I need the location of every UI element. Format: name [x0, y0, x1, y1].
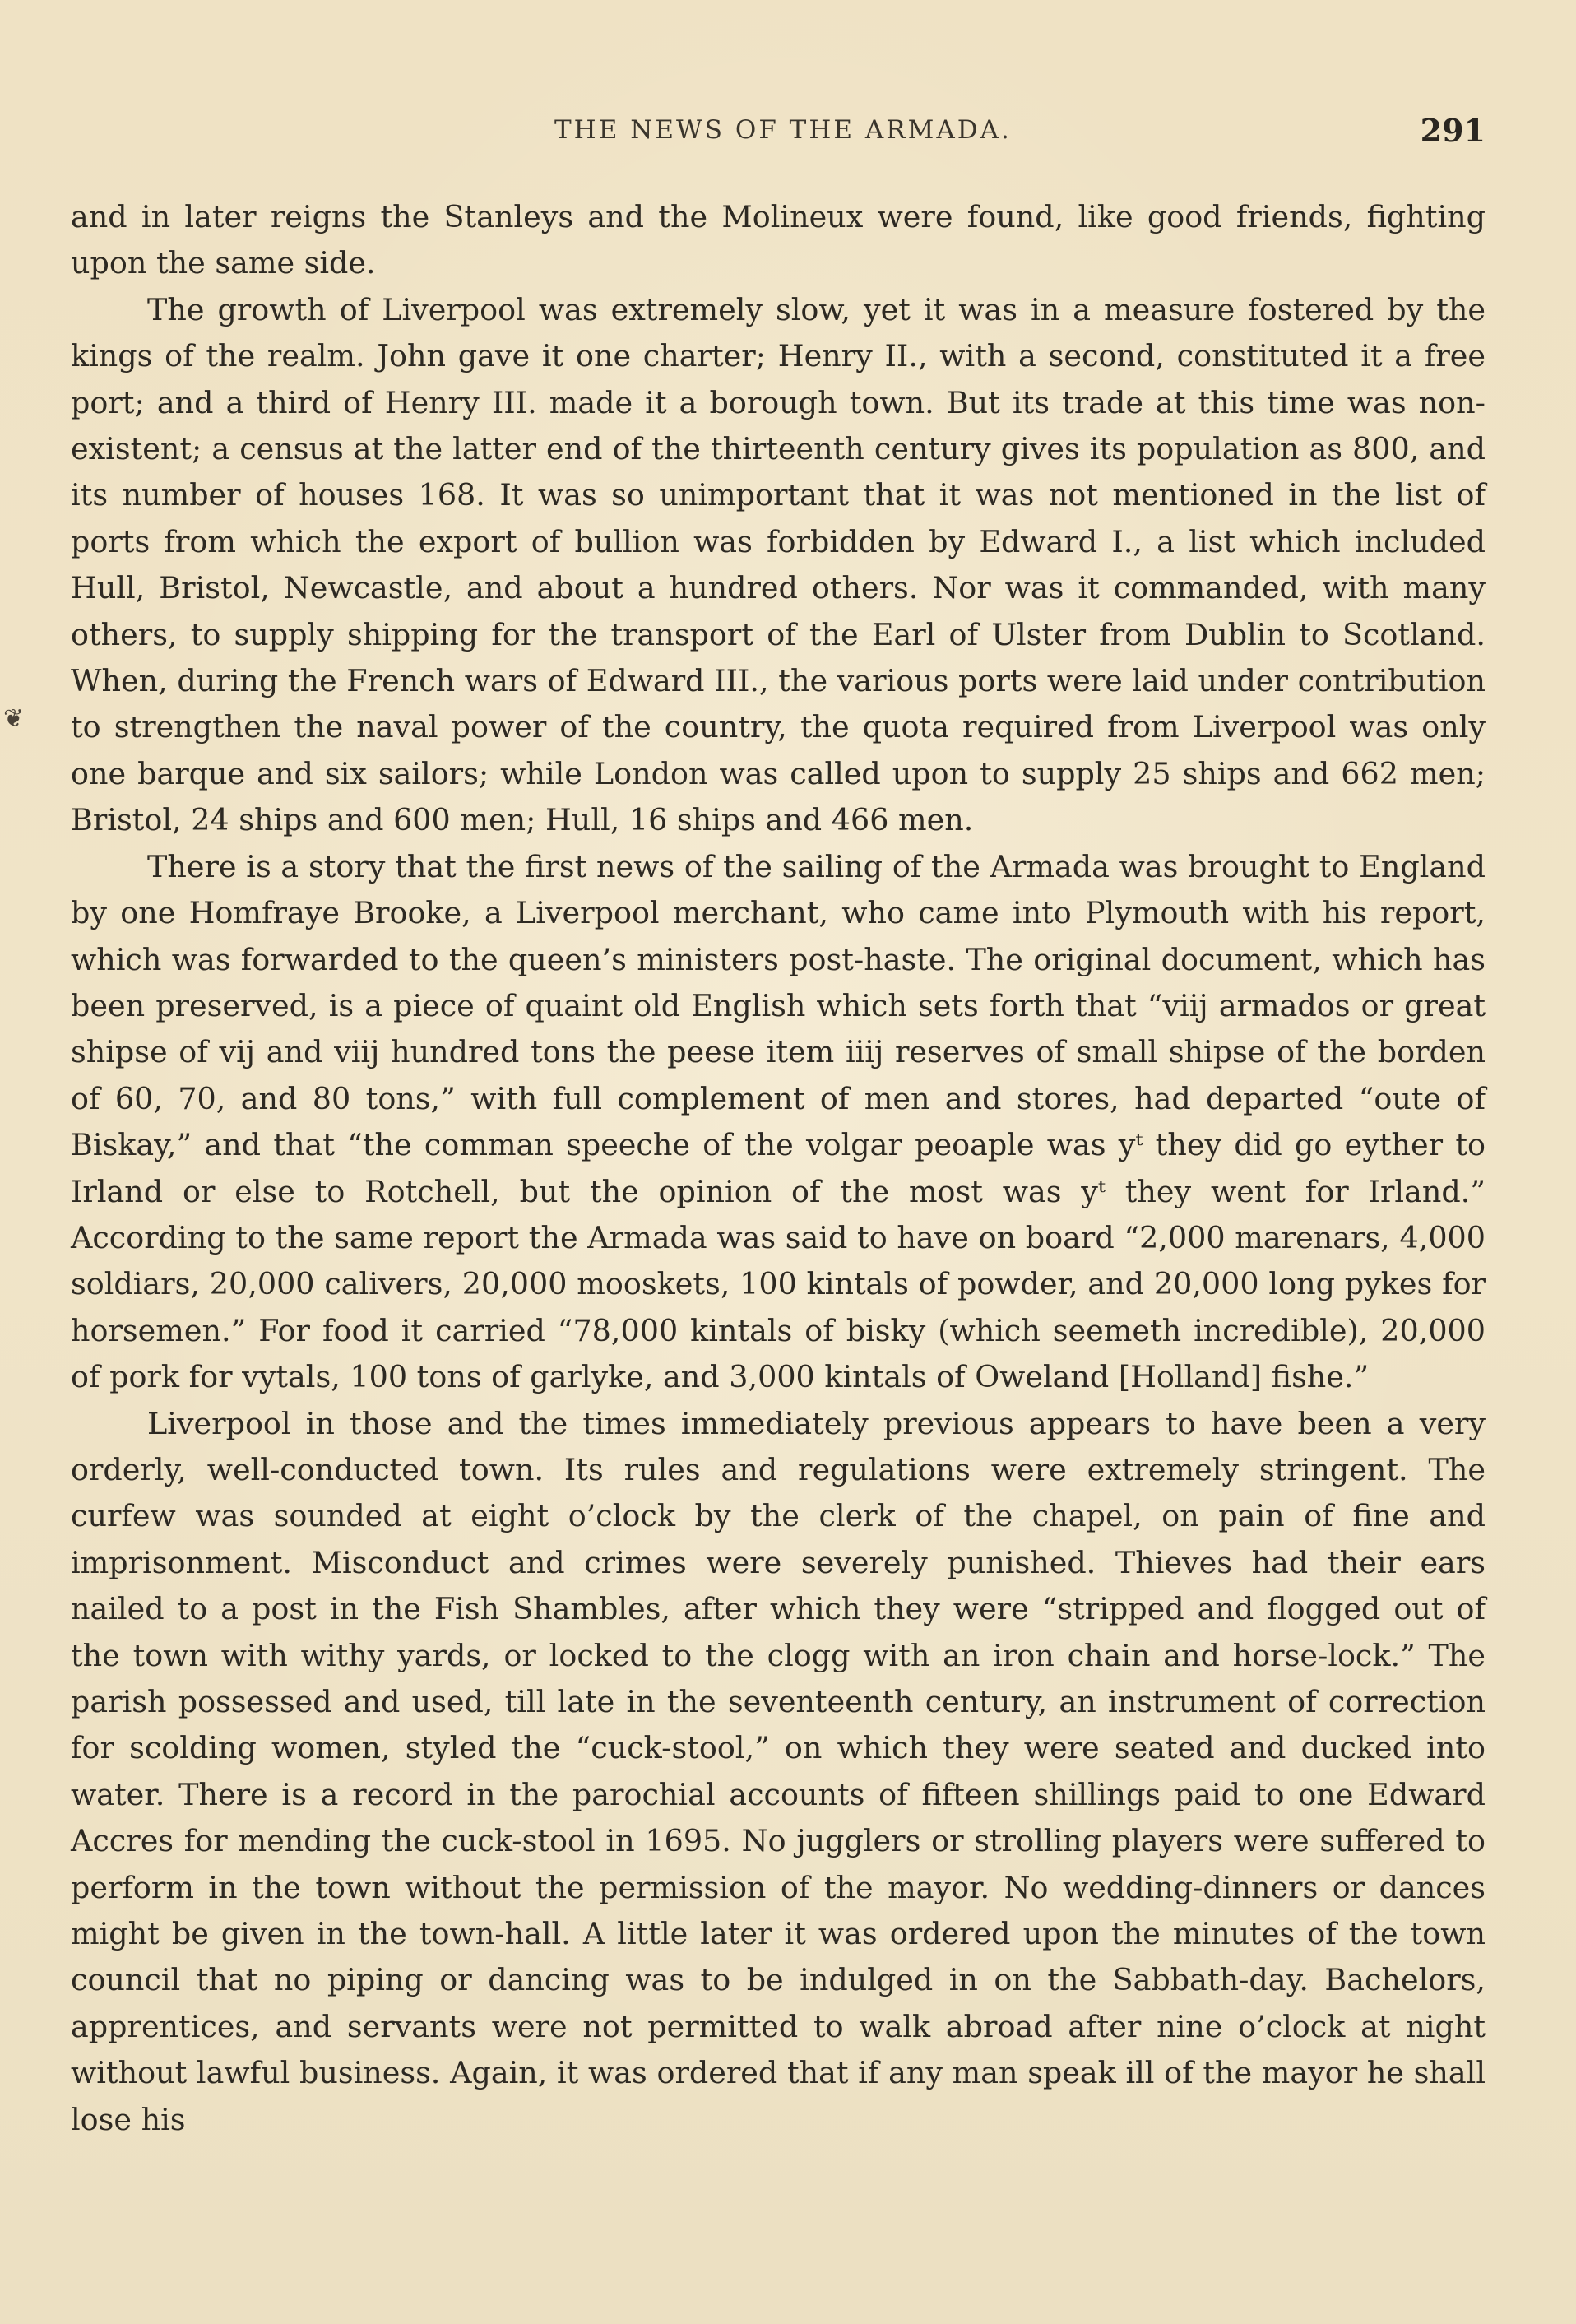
running-title: THE NEWS OF THE ARMADA. — [554, 115, 1012, 145]
paragraph-liverpool-growth: The growth of Liverpool was extremely slow, yet it was in a measure fostered by the kings of the realm. John gave it one charter; Henry II., with a second, constituted it a free port; and a third of Henry III. made it a borough town. But its trade at this time was non-existent; a census at the latter end of the thirteenth century gives its population as 800, and its number of houses 168. It was so unimportant that it was not mentioned in the list of ports from which the export of bullion was forbidden by Edward I., a list which included Hull, Bristol, Newcastle, and about a hundred others. Nor was it commanded, with many others, to supply shipping for the transport of the Earl of Ulster from Dublin to Scotland. When, during the French wars of Edward III., the various ports were laid under contribution to strengthen the naval power of the country, the quota required from Liverpool was only one barque and six sailors; while London was called upon to supply 25 ships and 662 men; Bristol, 24 ships and 600 men; Hull, 16 ships and 466 men. — [71, 291, 1486, 838]
margin-ornament-icon: ❦ — [3, 704, 25, 733]
paragraph-armada-news: There is a story that the first news of the sailing of the Armada was brought to England by one Homfraye Brooke, a Liverpool merchant, who came into Plymouth with his report, which was forwarded to the queen’s ministers post-haste. The original document, which has been preserved, is a piece of quaint old English which sets forth that “viij armados or great shipse of vij and viij hundred tons the peese item iiij reserves of small shipse of the borden of 60, 70, and 80 tons,” with full complement of men and stores, had departed “oute of Biskay,” and that “the comman speeche of the volgar peoaple was yᵗ they did go eyther to Irland or else to Rotchell, but the opinion of the most was yᵗ they went for Irland.” According to the same report the Armada was said to have on board “2,000 marenars, 4,000 soldiars, 20,000 calivers, 20,000 mooskets, 100 kintals of powder, and 20,000 long pykes for horsemen.” For food it carried “78,000 kintals of bisky (which seemeth incredible), 20,000 of pork for vytals, 100 tons of garlyke, and 3,000 kintals of Oweland [Holland] fishe.” — [71, 848, 1486, 1395]
body-text — [71, 194, 1486, 2143]
paragraph-town-regulations: Liverpool in those and the times immediately previous appears to have been a very orderly, well-conducted town. Its rules and regulations were extremely stringent. The curfew was sounded at eight o’clock by the clerk of the chapel, on pain of fine and imprisonment. Misconduct and crimes were severely punished. Thieves had their ears nailed to a post in the Fish Shambles, after which they were “stripped and flogged out of the town with withy yards, or locked to the clogg with an iron chain and horse-lock.” The parish possessed and used, till late in the seventeenth century, an instrument of correction for scolding women, styled the “cuck-stool,” on which they were seated and ducked into water. There is a record in the parochial accounts of fifteen shillings paid to one Edward Accres for mending the cuck-stool in 1695. No jugglers or strolling players were suffered to perform in the town without the permission of the mayor. No wedding-dinners or dances might be given in the town-hall. A little later it was ordered upon the minutes of the town council that no piping or dancing was to be indulged in on the Sabbath-day. Bachelors, apprentices, and servants were not permitted to walk abroad after nine o’clock at night without lawful business. Again, it was ordered that if any man speak ill of the mayor he shall lose his — [71, 1405, 1486, 2137]
paragraph-continuation: and in later reigns the Stanleys and the Molineux were found, like good friends, fighting upon the same side. — [71, 199, 1486, 281]
page-number: 291 — [1420, 112, 1486, 149]
running-head — [71, 112, 1486, 156]
